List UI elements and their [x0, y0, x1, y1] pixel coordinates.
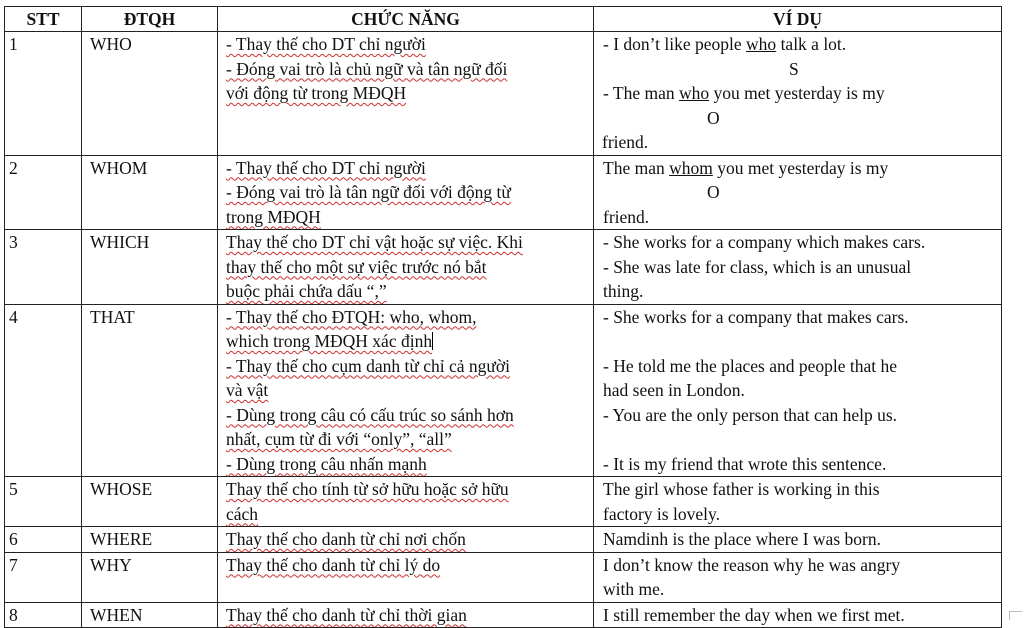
function-line-text: which trong MĐQH xác định	[226, 331, 433, 351]
function-cell	[218, 155, 594, 230]
grammar-role-marker: S	[789, 58, 799, 79]
example-text: - The man	[603, 83, 679, 103]
example-line	[603, 156, 1001, 181]
example-line	[603, 32, 1001, 57]
function-line: - Thay thế cho cụm danh từ chỉ cả người	[226, 355, 510, 376]
header-pronoun: ĐTQH	[82, 7, 218, 32]
pronoun-cell: WHERE	[82, 527, 218, 553]
function-cell	[218, 602, 594, 628]
function-line: với động từ trong MĐQH	[226, 83, 407, 103]
row-number: 8	[5, 602, 82, 628]
example-cell	[594, 230, 1002, 305]
function-line: - Đóng vai trò là tân ngữ đối với động từ	[226, 182, 511, 202]
example-line: I still remember the day when we first met.	[603, 604, 905, 625]
example-line: had seen in London.	[603, 380, 745, 400]
example-line: with me.	[603, 579, 665, 599]
pronoun-cell: WHICH	[82, 230, 218, 305]
text-cursor	[432, 332, 433, 350]
function-cell	[218, 32, 594, 156]
function-line: buộc phải chứa dấu “,”	[226, 281, 387, 301]
pronoun-cell: WHO	[82, 32, 218, 156]
function-line: - Thay thế cho DT chỉ người	[226, 157, 426, 178]
table-row	[5, 32, 1002, 156]
function-line: - Thay thế cho ĐTQH: who, whom,	[226, 306, 477, 327]
example-line: factory is lovely.	[603, 503, 720, 524]
table-row	[5, 230, 1002, 305]
function-line: và vật	[226, 380, 269, 400]
function-line	[226, 329, 593, 354]
table-row	[5, 304, 1002, 477]
function-line: - Thay thế cho DT chỉ người	[226, 34, 426, 54]
function-cell	[218, 230, 594, 305]
function-line: Thay thế cho danh từ chỉ nơi chốn	[226, 529, 466, 549]
example-text: The man	[603, 157, 670, 178]
resize-corner-icon[interactable]	[1009, 611, 1022, 620]
example-line: friend.	[602, 132, 649, 152]
spacer	[603, 329, 1001, 354]
example-cell	[594, 32, 1002, 156]
function-line: trong MĐQH	[226, 206, 321, 227]
table-row	[5, 477, 1002, 527]
function-line: - Dùng trong câu có cấu trúc so sánh hơn	[226, 404, 514, 425]
function-line: nhất, cụm từ đi với “only”, “all”	[226, 429, 452, 449]
function-cell	[218, 552, 594, 602]
header-row	[5, 7, 1002, 32]
example-text: you met yesterday is my	[712, 157, 889, 178]
function-line: - Đóng vai trò là chủ ngữ và tân ngữ đối	[226, 58, 508, 79]
row-number: 1	[5, 32, 82, 156]
function-line: Thay thế cho danh từ chỉ lý do	[226, 554, 441, 575]
example-line: - It is my friend that wrote this sentence.	[603, 453, 887, 474]
header-function: CHỨC NĂNG	[218, 7, 594, 32]
example-cell	[594, 552, 1002, 602]
function-line: thay thế cho một sự việc trước nó bắt	[226, 256, 487, 277]
spacer	[603, 427, 1001, 452]
example-keyword: who	[678, 83, 710, 103]
function-line: Thay thế cho tính từ sở hữu hoặc sở hữu	[226, 479, 509, 499]
function-line: Thay thế cho DT chỉ vật hoặc sự việc. Khi	[226, 232, 523, 252]
table-row	[5, 552, 1002, 602]
example-line: The girl whose father is working in this	[603, 479, 880, 499]
function-line: cách	[226, 503, 259, 524]
example-cell	[594, 477, 1002, 527]
grammar-role-marker: O	[707, 182, 720, 202]
example-cell	[594, 602, 1002, 628]
example-line: thing.	[603, 281, 644, 301]
row-number: 6	[5, 527, 82, 553]
example-text: talk a lot.	[776, 34, 847, 54]
row-number: 7	[5, 552, 82, 602]
example-cell	[594, 155, 1002, 230]
example-line: friend.	[603, 206, 650, 227]
pronoun-cell: WHOSE	[82, 477, 218, 527]
function-line: - Dùng trong câu nhấn mạnh	[226, 453, 427, 474]
header-example: VÍ DỤ	[594, 7, 1002, 32]
example-line: - He told me the places and people that he	[603, 355, 897, 376]
table-row	[5, 527, 1002, 553]
pronoun-cell: WHEN	[82, 602, 218, 628]
example-line: - She works for a company which makes cars.	[603, 232, 926, 252]
table-row	[5, 155, 1002, 230]
row-number: 4	[5, 304, 82, 477]
function-line: Thay thế cho danh từ chỉ thời gian	[226, 604, 467, 625]
example-text: - I don’t like people	[603, 34, 747, 54]
pronoun-cell: THAT	[82, 304, 218, 477]
table-row	[5, 602, 1002, 628]
grammar-role-marker: O	[707, 107, 720, 128]
example-keyword: who	[746, 34, 777, 54]
example-keyword: whom	[669, 157, 713, 178]
example-line: - She was late for class, which is an unusual	[603, 256, 912, 277]
row-number: 3	[5, 230, 82, 305]
row-number: 5	[5, 477, 82, 527]
example-line	[603, 81, 1001, 106]
function-cell	[218, 527, 594, 553]
example-cell	[594, 527, 1002, 553]
example-cell	[594, 304, 1002, 477]
function-cell	[218, 304, 594, 477]
function-cell	[218, 477, 594, 527]
pronoun-cell: WHY	[82, 552, 218, 602]
example-line: - She works for a company that makes cars.	[603, 306, 909, 327]
example-line: I don’t know the reason why he was angry	[603, 554, 901, 575]
example-text: you met yesterday is my	[709, 83, 885, 103]
example-line: Namdinh is the place where I was born.	[603, 529, 881, 549]
header-stt: STT	[5, 7, 82, 32]
pronoun-cell: WHOM	[82, 155, 218, 230]
example-line: - You are the only person that can help us.	[603, 404, 898, 425]
relative-pronouns-table	[4, 6, 1002, 628]
row-number: 2	[5, 155, 82, 230]
